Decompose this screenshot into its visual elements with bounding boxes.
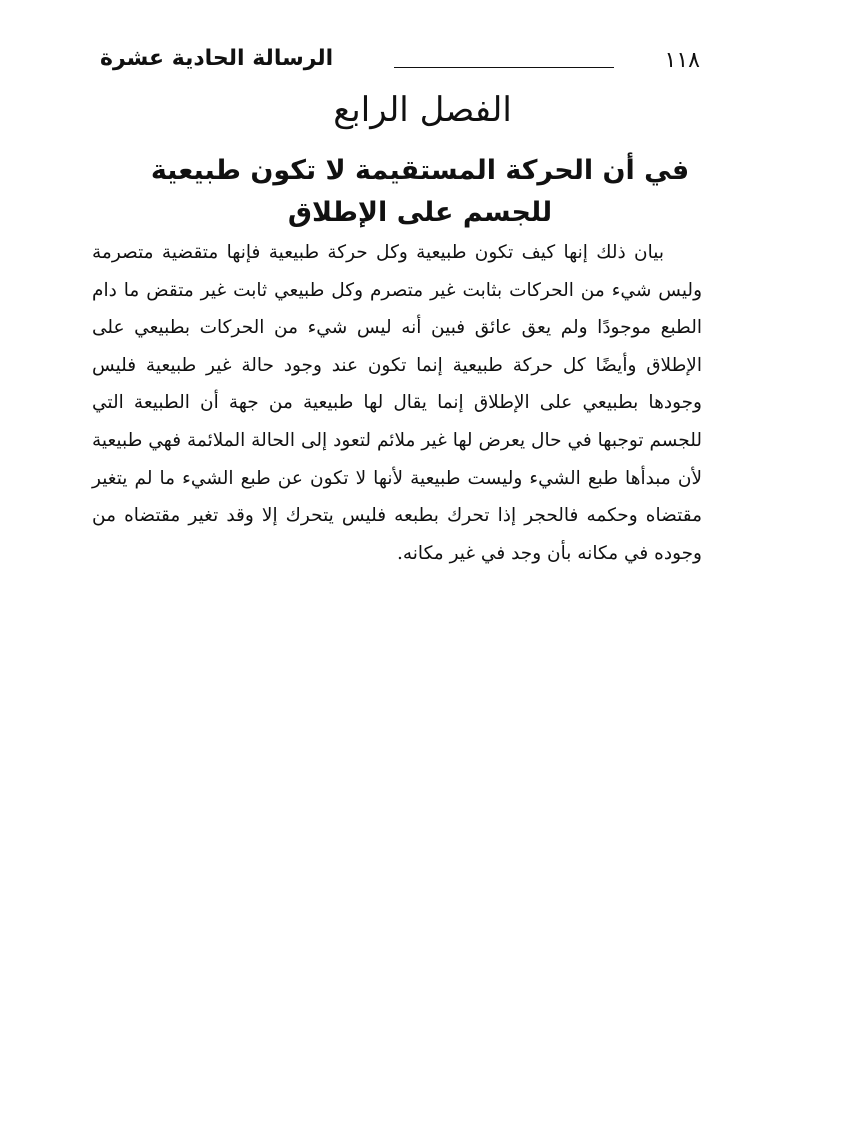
running-header [100,44,700,84]
header-rule [394,67,614,68]
book-title: الرسالة الحادية عشرة [100,46,334,71]
section-heading-line-2: للجسم على الإطلاق [287,197,553,228]
section-heading-line-1: في أن الحركة المستقيمة لا تكون طبيعية [150,155,690,186]
chapter-label: الفصل الرابع [333,90,512,130]
section-heading [140,150,700,234]
page-number: ١١٨ [664,48,700,73]
body-paragraph: بيان ذلك إنها كيف تكون طبيعية وكل حركة طبيعية فإنها متقضية متصرمة وليس شيء من الحركات بثابت غير متصرم وكل طبيعي ثابت غير متقض ما دام الطبع موجودًا ولم يعق عائق فبين أنه ليس شيء من الحركات بطبيعي على الإطلاق وأيضًا كل حركة طبيعية إنما تكون عند وجود حالة غير طبيعية فليس وجودها بطبيعي على الإطلاق إنما يقال لها طبيعية من جهة أن الطبيعة التي للجسم توجبها في حال يعرض لها غير ملائم لتعود إلى الحالة الملائمة فهي طبيعية لأن مبدأها طبع الشيء وليست طبيعية لأنها لا تكون عن طبع الشيء ما لم يتغير مقتضاه وحكمه فالحجر إذا تحرك بطبعه فليس يتحرك إلا وقد تغير مقتضاه من وجوده في مكانه بأن وجد في غير مكانه. [92,242,702,564]
